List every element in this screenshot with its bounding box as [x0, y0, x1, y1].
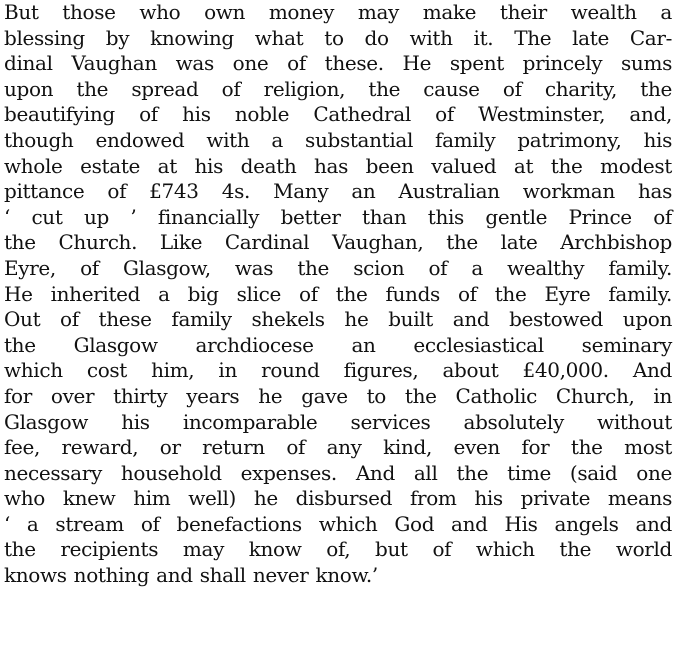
text-line-15: which cost him, in round figures, about £40,000. And: [4, 358, 672, 383]
text-line-23: knows nothing and shall never know.’: [4, 563, 378, 588]
text-line-21: ‘ a stream of benefactions which God and His angels and: [4, 511, 672, 536]
text-line-4: upon the spread of religion, the cause of charity, the: [4, 76, 672, 101]
text-line-1: But those who own money may make their wealth a: [4, 0, 672, 24]
text-line-6: though endowed with a substantial family patrimony, his: [4, 127, 672, 152]
text-line-2: blessing by knowing what to do with it. The late Car-: [4, 25, 672, 50]
text-line-9: ‘ cut up ’ financially better than this gentle Prince of: [4, 204, 672, 229]
text-line-13: Out of these family shekels he built and bestowed upon: [4, 307, 672, 332]
text-line-12: He inherited a big slice of the funds of the Eyre family.: [4, 281, 672, 306]
text-line-5: beautifying of his noble Cathedral of Westminster, and,: [4, 102, 672, 127]
text-line-8: pittance of £743 4s. Many an Australian workman has: [4, 179, 672, 204]
text-line-3: dinal Vaughan was one of these. He spent princely sums: [4, 51, 672, 76]
text-line-7: whole estate at his death has been valued at the modest: [4, 153, 672, 178]
text-line-20: who knew him well) he disbursed from his private means: [4, 486, 672, 511]
text-line-19: necessary household expenses. And all the time (said one: [4, 460, 672, 485]
text-line-18: fee, reward, or return of any kind, even for the most: [4, 435, 672, 460]
text-line-16: for over thirty years he gave to the Catholic Church, in: [4, 383, 672, 408]
text-line-10: the Church. Like Cardinal Vaughan, the late Archbishop: [4, 230, 672, 255]
text-line-17: Glasgow his incomparable services absolutely without: [4, 409, 672, 434]
article-text-column: [4, 0, 672, 589]
text-line-22: the recipients may know of, but of which the world: [4, 537, 672, 562]
text-line-14: the Glasgow archdiocese an ecclesiastical seminary: [4, 332, 672, 357]
text-line-11: Eyre, of Glasgow, was the scion of a wealthy family.: [4, 255, 672, 280]
